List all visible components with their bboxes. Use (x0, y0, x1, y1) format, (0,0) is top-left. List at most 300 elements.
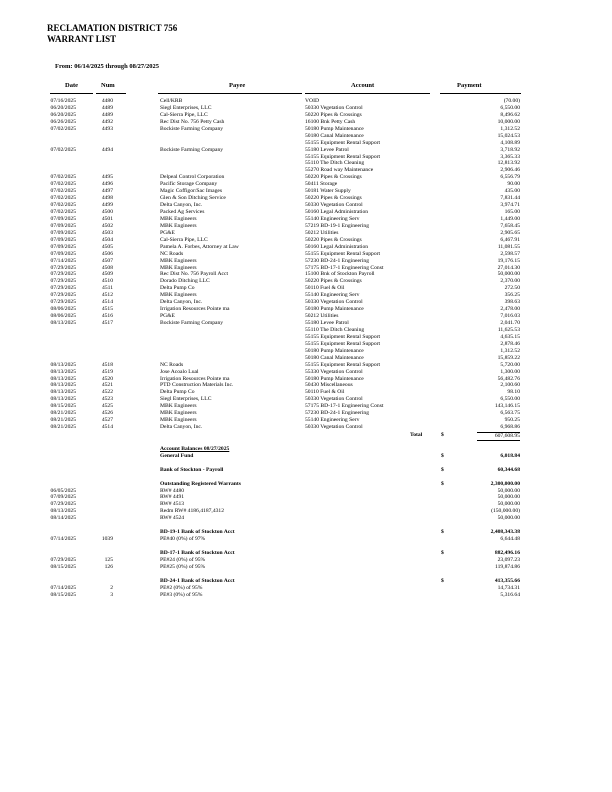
row-payment: 50,000.00 (497, 271, 520, 278)
balance-dollar-sign: $ (441, 577, 444, 584)
balance-label: PE#2 (0%) of 95% (160, 584, 203, 591)
row-num: 4501 (101, 215, 113, 222)
row-account: 50330 Vegetation Control (305, 299, 363, 306)
row-payment: 356.25 (504, 292, 520, 299)
row-account: 50212 Utilities (305, 313, 339, 320)
balance-row (0, 467, 612, 474)
table-row (0, 389, 612, 396)
row-num: 4497 (101, 188, 113, 195)
row-account: 55155 Equipment Rental Support (305, 340, 381, 347)
row-account: 50330 Vegetation Control (305, 424, 363, 431)
row-payee: MBK Engineers (160, 222, 197, 229)
row-account: 55155 Equipment Rental Support (305, 153, 381, 160)
row-payee: Rec Dist No. 756 Petty Cash (160, 118, 225, 125)
balance-num: 3 (110, 591, 113, 598)
row-account: 50180 Canal Maintenance (305, 354, 364, 361)
balance-label: Account Balances 08/27/2025 (160, 445, 230, 452)
row-payment: 2,478.00 (500, 306, 520, 313)
row-num: 4503 (101, 229, 113, 236)
row-date: 08/15/2025 (50, 403, 76, 410)
row-date: 07/29/2025 (50, 264, 76, 271)
table-row (0, 299, 612, 306)
table-row (0, 369, 612, 376)
column-header-date: Date (65, 82, 78, 89)
table-row (0, 119, 612, 126)
row-account: 50430 Miscellaneous (305, 382, 353, 389)
row-payment: 272.50 (504, 285, 520, 292)
row-date: 06/20/2025 (50, 111, 76, 118)
row-date: 07/16/2025 (50, 98, 76, 104)
row-date: 08/13/2025 (50, 320, 76, 326)
row-payee: NC Roads (160, 250, 184, 257)
row-account: 50110 Fuel & Oil (305, 285, 345, 292)
district-title: RECLAMATION DISTRICT 756 (47, 23, 178, 33)
row-date: 07/29/2025 (50, 271, 76, 278)
row-payee: Dorado Ditching LLC (160, 278, 210, 285)
row-account: 50180 Canal Maintenance (305, 132, 364, 139)
balance-label: BD-17-1 Bank of Stockton Acct (160, 549, 235, 556)
balance-date: 06/05/2025 (50, 487, 76, 494)
balance-row (0, 536, 612, 543)
row-payment: 1,300.00 (500, 368, 520, 375)
balance-label: RW# 4491 (160, 494, 185, 501)
total-row (0, 432, 612, 439)
row-payment: 6,556.79 (500, 174, 520, 181)
row-num: 4502 (101, 222, 113, 229)
balance-row (0, 543, 612, 550)
table-row (0, 174, 612, 181)
row-account: 57219 BD-19-1 Engineering (305, 222, 370, 229)
balance-label: BD-19-1 Bank of Stockton Acct (160, 529, 235, 536)
balance-date: 08/14/2025 (50, 515, 76, 522)
balance-date: 07/14/2025 (50, 536, 76, 543)
table-row (0, 223, 612, 230)
row-payment: 6,550.00 (500, 396, 520, 403)
row-account: 50180 Pump Maintenance (305, 125, 364, 132)
row-payment: 2,598.57 (500, 250, 520, 257)
row-num: 4520 (101, 375, 113, 382)
row-payment: 435.00 (504, 188, 520, 195)
row-payment: 90.00 (507, 181, 520, 188)
balance-row (0, 522, 612, 529)
row-account: 55180 Levee Patrol (305, 320, 349, 326)
row-payee: MBK Engineers (160, 410, 197, 417)
row-payment: 2,906.46 (500, 167, 520, 174)
row-payee: Delta Canyon, Inc. (160, 202, 203, 209)
balance-amount: 6,018.84 (500, 452, 520, 459)
row-payee: Rec Dist No. 756 Payroll Acct (160, 271, 229, 278)
balance-amount: 119,874.86 (495, 563, 520, 570)
table-row (0, 313, 612, 320)
row-payee: MBK Engineers (160, 257, 197, 264)
table-row (0, 348, 612, 355)
row-payment: 398.63 (504, 299, 520, 306)
row-account: 55155 Equipment Rental Support (305, 333, 381, 340)
row-account: 50160 Legal Administration (305, 243, 369, 250)
row-payment: 6,467.91 (500, 236, 520, 243)
balance-label: RW# 4480 (160, 487, 185, 494)
date-range: From: 06/14/2025 through 08/27/2025 (55, 63, 159, 70)
table-row (0, 126, 612, 133)
balance-amount: 6,644.48 (500, 536, 520, 543)
row-payee: MBK Engineers (160, 403, 197, 410)
table-row (0, 105, 612, 112)
balance-row (0, 488, 612, 495)
row-payment: 15,859.22 (497, 354, 520, 361)
row-date: 07/29/2025 (50, 292, 76, 299)
row-num: 4492 (101, 118, 113, 125)
balance-label: RW# 4513 (160, 501, 185, 508)
balance-amount: 14,734.31 (497, 584, 520, 591)
row-payment: 2,905.65 (500, 229, 520, 236)
row-payee: MBK Engineers (160, 417, 197, 424)
row-num: 4526 (101, 410, 113, 417)
row-payment: 6,968.86 (500, 424, 520, 431)
balance-row (0, 592, 612, 599)
balance-row (0, 578, 612, 585)
row-account: 50220 Pipes & Crossings (305, 174, 362, 181)
table-row (0, 188, 612, 195)
balance-label: Outstanding Registered Warrants (160, 480, 241, 487)
row-date: 06/26/2025 (50, 118, 76, 125)
table-row (0, 417, 612, 424)
row-date: 07/09/2025 (50, 236, 76, 243)
row-payment: 1,312.52 (500, 125, 520, 132)
row-num: 4496 (101, 181, 113, 188)
row-num: 4525 (101, 403, 113, 410)
balance-label: Bank of Stockton - Payroll (160, 466, 224, 473)
table-row (0, 133, 612, 140)
row-date: 07/09/2025 (50, 222, 76, 229)
header-rule-account (305, 93, 430, 94)
row-account: 50110 Fuel & Oil (305, 389, 345, 396)
total-amount: 607,608.95 (477, 432, 520, 441)
balance-row (0, 508, 612, 515)
table-row (0, 355, 612, 362)
balance-date: 08/15/2025 (50, 563, 76, 570)
row-account: 55110 The Ditch Cleaning (305, 326, 365, 333)
row-payment: 2,370.00 (500, 278, 520, 285)
row-payee: MBK Engineers (160, 215, 197, 222)
column-header-payee: Payee (229, 82, 246, 89)
row-date: 07/29/2025 (50, 285, 76, 292)
row-account: 50330 Vegetation Control (305, 202, 363, 209)
row-account: 50330 Vegetation Control (305, 104, 363, 111)
row-account: 50180 Pump Maintenance (305, 375, 364, 382)
balance-amount: 50,000.00 (497, 494, 520, 501)
row-date: 07/02/2025 (50, 188, 76, 195)
row-payee: NC Roads (160, 361, 184, 368)
table-row (0, 216, 612, 223)
row-payee: MBK Engineers (160, 292, 197, 299)
balance-row (0, 529, 612, 536)
table-row (0, 320, 612, 327)
row-date: 08/13/2025 (50, 368, 76, 375)
row-num: 4495 (101, 174, 113, 181)
balance-row (0, 585, 612, 592)
table-row (0, 154, 612, 161)
row-num: 4498 (101, 195, 113, 202)
row-date: 08/21/2025 (50, 410, 76, 417)
row-date: 07/02/2025 (50, 125, 76, 132)
row-date: 07/09/2025 (50, 215, 76, 222)
row-account: 57175 BD-17-1 Engineering Const (305, 264, 384, 271)
row-account: 55140 Engineering Serv (305, 417, 360, 424)
row-num: 4515 (101, 306, 113, 313)
row-date: 08/06/2025 (50, 306, 76, 313)
row-payment: 7,016.03 (500, 313, 520, 320)
row-payee: PTD Construction Materials Inc. (160, 382, 234, 389)
row-account: 55140 Engineering Serv (305, 292, 360, 299)
row-num: 4480 (101, 98, 113, 104)
row-payment: 1,312.52 (500, 347, 520, 354)
balance-label: PE#3 (0%) of 95% (160, 591, 203, 598)
balance-label: BD-24-1 Bank of Stockton Acct (160, 577, 235, 584)
row-payment: 3,365.33 (500, 153, 520, 160)
table-row (0, 230, 612, 237)
row-account: 50411 Storage (305, 181, 338, 188)
row-date: 07/02/2025 (50, 146, 76, 153)
row-num: 4511 (102, 285, 113, 292)
row-num: 4509 (101, 271, 113, 278)
row-account: 50180 Pump Maintenance (305, 347, 364, 354)
row-num: 4510 (101, 278, 113, 285)
row-date: 08/13/2025 (50, 389, 76, 396)
row-date: 07/09/2025 (50, 243, 76, 250)
balance-label: RW# 4524 (160, 515, 185, 522)
table-row (0, 98, 612, 105)
row-date: 07/09/2025 (50, 250, 76, 257)
table-row (0, 209, 612, 216)
column-header-account: Account (351, 82, 375, 89)
balance-date: 07/29/2025 (50, 501, 76, 508)
row-num: 4489 (101, 111, 113, 118)
row-payment: 950.25 (504, 417, 520, 424)
row-payment: 165.00 (504, 209, 520, 215)
balance-row (0, 564, 612, 571)
balance-amount: 50,000.00 (497, 515, 520, 522)
row-num: 4504 (101, 236, 113, 243)
balance-label: PE#25 (0%) of 95% (160, 563, 206, 570)
table-row (0, 278, 612, 285)
row-date: 07/29/2025 (50, 299, 76, 306)
balance-amount: 882,496.16 (494, 549, 520, 556)
balance-date: 08/15/2025 (50, 591, 76, 598)
row-account: 57175 BD-17-1 Engineering Const (305, 403, 384, 410)
row-account: 55330 Vegetation Control (305, 368, 363, 375)
row-account: 50212 Utilities (305, 229, 339, 236)
row-payee: Cal-Sierra Pipe, LLC (160, 111, 208, 118)
row-payment: 4,635.15 (500, 333, 520, 340)
balance-amount: (150,000.00) (491, 508, 520, 515)
table-row (0, 382, 612, 389)
row-num: 4521 (101, 382, 113, 389)
row-payee: Cal-Sierra Pipe, LLC (160, 236, 208, 243)
row-date: 07/02/2025 (50, 209, 76, 215)
row-date: 08/06/2025 (50, 313, 76, 320)
row-account: 50180 Pump Maintenance (305, 306, 364, 313)
balance-num: 2 (110, 584, 113, 591)
row-payment: 6,563.75 (500, 410, 520, 417)
row-payee: Siegl Enterprises, LLC (160, 396, 212, 403)
row-payment: 27,014.30 (497, 264, 520, 271)
row-payment: 11,081.55 (497, 243, 520, 250)
balance-amount: 2,300,000.00 (490, 480, 520, 487)
row-payee: Cell/KRB (160, 98, 183, 104)
balance-amount: 23,097.23 (497, 556, 520, 563)
row-payment: 15,024.53 (497, 132, 520, 139)
row-account: 55155 Equipment Rental Support (305, 361, 381, 368)
row-payee: Packed Ag Services (160, 209, 205, 215)
header-rule-payee (158, 93, 302, 94)
row-date: 07/14/2025 (50, 257, 76, 264)
balance-row (0, 515, 612, 522)
table-row (0, 306, 612, 313)
balance-row (0, 446, 612, 453)
row-payee: PG&E (160, 313, 175, 320)
row-date: 07/29/2025 (50, 278, 76, 285)
balance-label: PE#24 (0%) of 95% (160, 556, 206, 563)
table-row (0, 403, 612, 410)
row-num: 4493 (101, 125, 113, 132)
balance-label: General Fund (160, 452, 194, 459)
row-num: 4494 (101, 146, 113, 153)
row-num: 4507 (101, 257, 113, 264)
row-account: 55140 Engineering Serv (305, 215, 360, 222)
row-num: 4514 (101, 424, 113, 431)
row-date: 08/13/2025 (50, 375, 76, 382)
spacer-row (0, 439, 612, 446)
row-payment: 10,000.00 (497, 118, 520, 125)
row-payment: 12,813.92 (497, 160, 520, 167)
row-payment: 98.10 (507, 389, 520, 396)
row-payment: 3,974.71 (500, 202, 520, 209)
row-num: 4508 (101, 264, 113, 271)
row-payment: 143,146.15 (494, 403, 520, 410)
balance-amount: 60,344.68 (497, 466, 520, 473)
row-payment: 5,720.00 (500, 361, 520, 368)
row-num: 4522 (101, 389, 113, 396)
balance-dollar-sign: $ (441, 549, 444, 556)
table-row (0, 112, 612, 119)
row-payment: 7,831.44 (500, 195, 520, 202)
balance-row (0, 453, 612, 460)
row-num: 4518 (101, 361, 113, 368)
balance-amount: 5,316.64 (500, 591, 520, 598)
row-date: 08/21/2025 (50, 417, 76, 424)
row-date: 07/02/2025 (50, 195, 76, 202)
table-row (0, 271, 612, 278)
row-payee: Glen & Son Ditching Service (160, 195, 226, 202)
row-account: 50220 Pipes & Crossings (305, 236, 362, 243)
row-account: 55270 Road way Maintenance (305, 167, 374, 174)
row-num: 4517 (101, 320, 113, 326)
row-payment: 4,108.89 (500, 139, 520, 146)
balance-row (0, 460, 612, 467)
warrant-table (0, 98, 612, 599)
row-payee: PG&E (160, 229, 175, 236)
row-payee: Bockiste Farming Company (160, 320, 224, 326)
row-date: 07/09/2025 (50, 229, 76, 236)
row-num: 4516 (101, 313, 113, 320)
row-payment: 1,449.00 (500, 215, 520, 222)
table-row (0, 376, 612, 383)
row-num: 4512 (101, 292, 113, 299)
balance-dollar-sign: $ (441, 466, 444, 473)
row-date: 08/21/2025 (50, 424, 76, 431)
row-account: 57230 BD-24-1 Engineering (305, 410, 370, 417)
row-payee: Bockiste Farming Company (160, 125, 224, 132)
balance-date: 07/14/2025 (50, 584, 76, 591)
balance-amount: 2,408,343.38 (490, 529, 520, 536)
row-account: 55110 The Ditch Cleaning (305, 160, 365, 167)
balance-date: 07/29/2025 (50, 556, 76, 563)
balance-amount: 50,000.00 (497, 487, 520, 494)
row-num: 4499 (101, 202, 113, 209)
balance-row (0, 494, 612, 501)
row-num: 4523 (101, 396, 113, 403)
row-account: 16100 Bnk Petty Cash (305, 118, 356, 125)
table-row (0, 424, 612, 431)
row-payee: Magic Coffigor/Sac Images (160, 188, 223, 195)
row-account: 50330 Vegetation Control (305, 396, 363, 403)
row-payment: 56,482.76 (497, 375, 520, 382)
row-date: 07/02/2025 (50, 174, 76, 181)
report-title: WARRANT LIST (47, 34, 117, 44)
row-num: 4505 (101, 243, 113, 250)
row-date: 06/20/2025 (50, 104, 76, 111)
balance-row (0, 501, 612, 508)
row-payment: 6,550.00 (500, 104, 520, 111)
row-account: 50220 Pipes & Crossings (305, 278, 362, 285)
row-num: 4527 (101, 417, 113, 424)
column-header-payment: Payment (457, 82, 482, 89)
row-account: 50160 Legal Administration (305, 209, 369, 215)
row-payee: Bockiste Farming Company (160, 146, 224, 153)
row-num: 4519 (101, 368, 113, 375)
row-payee: MBK Engineers (160, 264, 197, 271)
row-payment: 3,718.92 (500, 146, 520, 153)
row-account: VOID (305, 98, 319, 104)
row-account: 55155 Equipment Rental Support (305, 250, 381, 257)
balance-num: 125 (104, 556, 113, 563)
row-payment: 11,625.53 (497, 326, 520, 333)
row-date: 07/02/2025 (50, 181, 76, 188)
table-row (0, 181, 612, 188)
header-rule-date (50, 93, 93, 94)
row-payee: Jose Acoalo Lual (160, 368, 199, 375)
row-payee: Delta Canyon, Inc. (160, 299, 203, 306)
balance-label: PE#40 (0%) of 97% (160, 536, 206, 543)
row-payee: Delta Pump Co (160, 389, 195, 396)
total-label: Total (410, 432, 423, 438)
row-payment: (70.00) (503, 98, 520, 104)
balance-row (0, 474, 612, 481)
row-account: 57230 BD-24-1 Engineering (305, 257, 370, 264)
table-row (0, 396, 612, 403)
row-account: 50181 Water Supply (305, 188, 351, 195)
row-account: 15100 Bnk of Stockton Payroll (305, 271, 375, 278)
row-account: 55155 Equipment Rental Support (305, 139, 381, 146)
table-row (0, 202, 612, 209)
row-date: 08/13/2025 (50, 396, 76, 403)
row-payment: 7,658.45 (500, 222, 520, 229)
row-account: 55180 Levee Patrol (305, 146, 349, 153)
balance-dollar-sign: $ (441, 529, 444, 536)
balance-dollar-sign: $ (441, 452, 444, 459)
header-rule-num (96, 93, 126, 94)
table-row (0, 167, 612, 174)
